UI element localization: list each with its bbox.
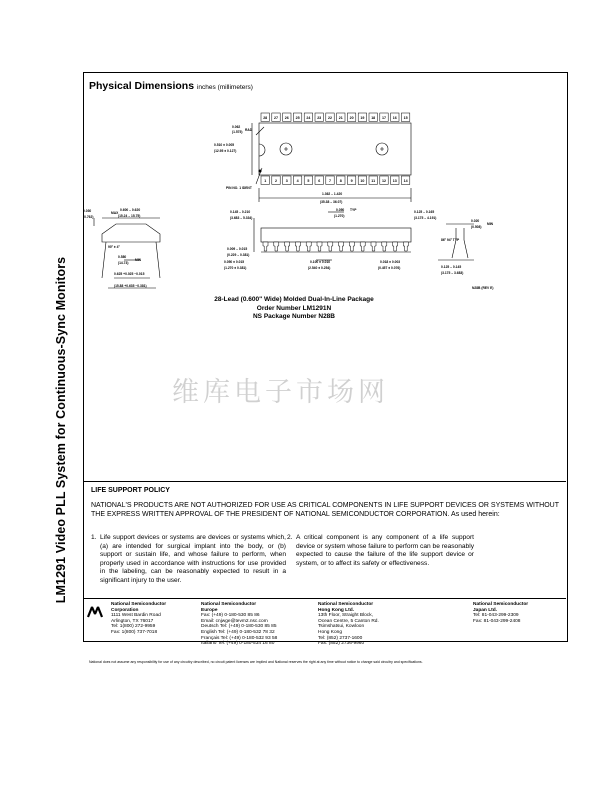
office-japan <box>473 602 528 624</box>
top-pin-number: 16 <box>392 115 397 120</box>
office-sub: Europe <box>201 607 218 613</box>
lead-detail <box>452 228 468 258</box>
office-line: Tsimshatsui, Kowloon <box>318 624 365 630</box>
side-view-lead <box>274 242 279 251</box>
dim-min-b: MIN <box>487 222 494 226</box>
side-view-leads <box>263 242 408 251</box>
dim-0-062: 0.062 <box>232 125 241 129</box>
top-pin-number: 26 <box>284 115 289 120</box>
side-view-lead <box>285 242 290 251</box>
dim-length: 1.362 – 1.420 <box>322 192 343 196</box>
policy-heading: LIFE SUPPORT POLICY <box>91 487 170 494</box>
dim-0-125-b: 0.125 – 0.145 <box>441 265 462 269</box>
package-side-view <box>261 228 411 242</box>
office-line: Ocean Centre, 5 Canton Rd. <box>318 618 379 624</box>
office-sub: Corporation <box>111 607 139 613</box>
policy-item-1-text: Life support devices or systems are devices or systems which, (a) are intended for surgical implant into the body, or (b) support or sustain life, and whose failure to perform, when properly used in accordance with instructions for use provided in the labeling, can be reasonably expected to result in a significant injury to the user. <box>100 534 286 584</box>
office-corporation <box>111 602 166 636</box>
dim-0-062-mm: (1.575) <box>232 130 243 134</box>
package-line-1: 28-Lead (0.600" Wide) Molded Dual-In-Line Package <box>214 296 374 303</box>
order-number: Order Number LM1291N <box>256 304 332 312</box>
side-view-lead <box>403 242 408 251</box>
dim-0-510: 0.510 ± 0.005 <box>214 143 235 147</box>
dim-90deg: 90° ± 4° <box>108 245 120 249</box>
national-semiconductor-logo <box>86 603 104 621</box>
dim-0-600: 0.600 – 0.620 <box>120 208 141 212</box>
policy-item-1 <box>91 534 286 585</box>
package-description <box>84 296 504 322</box>
bottom-pin-number: 14 <box>403 178 408 183</box>
office-line: English Tel: (+49) 0-180-532 78 32 <box>201 629 275 635</box>
office-name: National Semiconductor <box>111 602 167 607</box>
office-line: Arlington, TX 76017 <box>111 618 154 624</box>
drawing-revision: N28B (REV E) <box>472 286 494 290</box>
dim-0-625-mm: (15.88 +0.635 −0.381) <box>114 284 147 288</box>
legal-disclaimer: National does not assume any responsibility for use of any circuitry described, no circuit patent licenses are implied and National reserves the right at any time without notice to change said circuitry and specifications. <box>89 660 423 664</box>
bottom-pin-row <box>261 176 410 184</box>
dim-0-050: 0.050 ± 0.015 <box>224 260 245 264</box>
dim-length-mm: (35.38 – 36.07) <box>320 200 343 204</box>
office-line: 1111 West Bardin Road <box>111 613 161 619</box>
side-view-lead <box>360 242 365 251</box>
office-name: National Semiconductor <box>473 602 529 607</box>
top-pin-number: 28 <box>263 115 268 120</box>
side-view-lead <box>263 242 268 251</box>
dim-0-625: 0.625 +0.025 −0.015 <box>114 272 145 276</box>
office-line: Fax: (+49) 0-180-530 85 86 <box>201 613 260 619</box>
top-pin-number: 20 <box>349 115 354 120</box>
dim-0-050-mm: (1.270 ± 0.381) <box>224 266 247 270</box>
dim-0-510-mm: (12.95 ± 0.127) <box>214 149 237 153</box>
side-view-lead <box>306 242 311 251</box>
office-hong-kong <box>318 602 379 647</box>
office-line: Français Tel: (+49) 0-180-532 93 58 <box>201 635 278 641</box>
dim-0-100: 0.100 ± 0.010 <box>310 260 331 264</box>
office-line: Tel: 81-043-299-2309 <box>473 613 519 619</box>
dim-0-050-b-mm: (1.270) <box>334 214 345 218</box>
bottom-pin-number: 9 <box>350 178 353 183</box>
top-pin-number: 17 <box>382 115 386 120</box>
side-view-lead <box>339 242 344 251</box>
side-view-lead <box>295 242 300 251</box>
bottom-pin-number: 11 <box>371 178 376 183</box>
policy-item-2 <box>287 534 474 568</box>
dim-0-125-mm: (3.175 – 4.191) <box>414 216 437 220</box>
office-europe <box>201 602 277 647</box>
side-view-lead <box>317 242 322 251</box>
office-name: National Semiconductor <box>318 602 374 607</box>
dim-0-145-mm: (3.683 – 5.334) <box>230 216 253 220</box>
bottom-pin-number: 12 <box>382 178 386 183</box>
office-sub: Japan Ltd. <box>473 607 497 613</box>
dim-0-125: 0.125 – 0.165 <box>414 210 435 214</box>
dim-0-030: 0.030 <box>83 209 92 213</box>
dim-pin1-ident: PIN NO. 1 IDENT <box>226 186 252 190</box>
divider-offices <box>84 598 566 599</box>
bottom-pin-number: 5 <box>307 178 310 183</box>
dim-0-018: 0.018 ± 0.003 <box>380 260 401 264</box>
dim-86deg: 86° 94° TYP <box>441 238 460 242</box>
dim-0-020-mm: (0.508) <box>471 225 482 229</box>
top-pin-row <box>261 113 410 121</box>
dim-0-100-mm: (2.540 ± 0.254) <box>308 266 331 270</box>
top-pin-number: 23 <box>317 115 322 120</box>
dim-0-020: 0.020 <box>471 219 480 223</box>
bottom-pin-number: 1 <box>264 178 267 183</box>
bottom-pin-number: 4 <box>296 178 299 183</box>
section-units: inches (millimeters) <box>196 84 253 91</box>
pin1-dot <box>259 170 262 173</box>
bottom-pin-number: 8 <box>339 178 342 183</box>
top-pin-number: 19 <box>360 115 365 120</box>
bottom-pin-number: 2 <box>275 178 277 183</box>
side-view-lead <box>371 242 376 251</box>
top-pin-number: 24 <box>306 115 311 120</box>
dim-0-018-mm: (0.457 ± 0.076) <box>378 266 401 270</box>
package-end-view <box>102 224 160 242</box>
dim-rad: RAD <box>245 128 253 132</box>
office-line: Tel: 1(800) 272-9959 <box>111 624 156 630</box>
bottom-pin-number: 13 <box>392 178 397 183</box>
bottom-pin-number: 3 <box>285 178 288 183</box>
dim-0-009-mm: (0.229 – 0.381) <box>227 253 250 257</box>
side-view-lead <box>393 242 398 251</box>
top-pin-number: 27 <box>274 115 278 120</box>
office-line: Hong Kong <box>318 629 343 635</box>
top-pin-number: 18 <box>371 115 376 120</box>
dim-0-580-mm: (14.73) <box>118 261 129 265</box>
bottom-pin-number: 6 <box>318 178 321 183</box>
dim-0-580: 0.580 <box>118 255 127 259</box>
bottom-pin-number: 10 <box>360 178 365 183</box>
side-view-lead <box>382 242 387 251</box>
side-view-lead <box>349 242 354 251</box>
office-line: Deutsch Tel: (+49) 0-180-530 85 85 <box>201 624 277 630</box>
ns-package-number: NS Package Number N28B <box>252 313 335 320</box>
top-pin-number: 22 <box>328 115 332 120</box>
top-pin-number: 25 <box>295 115 300 120</box>
dim-0-009: 0.009 – 0.015 <box>227 247 248 251</box>
office-sub: Hong Kong Ltd. <box>318 607 354 613</box>
side-title-text: LM1291 Video PLL System for Continuous-Sync Monitors <box>54 256 68 604</box>
dim-0-125-b-mm: (3.175 – 3.683) <box>441 271 464 275</box>
policy-intro: NATIONAL'S PRODUCTS ARE NOT AUTHORIZED FOR USE AS CRITICAL COMPONENTS IN LIFE SUPPORT DEVICES OR SYSTEMS WITHOUT THE EXPRESS WRITTEN APPROVAL OF THE PRESIDENT OF NATIONAL SEMICONDUCTOR CORPORATION. As used herein: <box>91 502 559 518</box>
dim-max: MAX <box>111 211 119 215</box>
watermark: 维库电子市场网 <box>172 377 389 408</box>
side-view-lead <box>328 242 333 251</box>
bottom-pin-number: 7 <box>329 178 331 183</box>
dim-typ: TYP <box>350 208 357 212</box>
section-title-text: Physical Dimensions <box>89 80 195 92</box>
top-pin-number: 21 <box>338 115 343 120</box>
dim-min: MIN <box>135 258 142 262</box>
dim-0-145: 0.145 – 0.210 <box>230 210 251 214</box>
office-line: Fax: (852) 2736-9960 <box>318 641 365 647</box>
divider-policy <box>84 481 566 482</box>
office-name: National Semiconductor <box>201 602 257 607</box>
policy-item-2-text: A critical component is any component of a life support device or system whose failure to perform can be reasonably expected to cause the failure of the life support device or system, or to affect its safety or effectiveness. <box>296 534 474 567</box>
office-line: Italiano Tel: (+49) 0-180-534 16 80 <box>201 641 275 647</box>
top-pin-number: 15 <box>403 115 408 120</box>
office-line: Email: cnjwge@tevm2.nsc.com <box>201 618 268 624</box>
package-drawing <box>84 100 504 296</box>
section-title <box>89 80 253 92</box>
office-line: Fax: 81-043-299-2408 <box>473 618 521 624</box>
policy-item-1-number: 1. <box>91 534 97 541</box>
office-line: Tel: (852) 2737-1600 <box>318 635 363 641</box>
office-line: Fax: 1(800) 737-7018 <box>111 629 158 635</box>
office-line: 13th Floor, Straight Block, <box>318 613 373 619</box>
policy-item-2-number: 2. <box>287 534 293 541</box>
dim-0-030-mm: (0.762) <box>83 215 94 219</box>
package-notch <box>259 144 265 156</box>
dim-0-600-mm: (15.24 – 15.75) <box>118 214 141 218</box>
dim-0-050-b: 0.050 <box>336 208 345 212</box>
